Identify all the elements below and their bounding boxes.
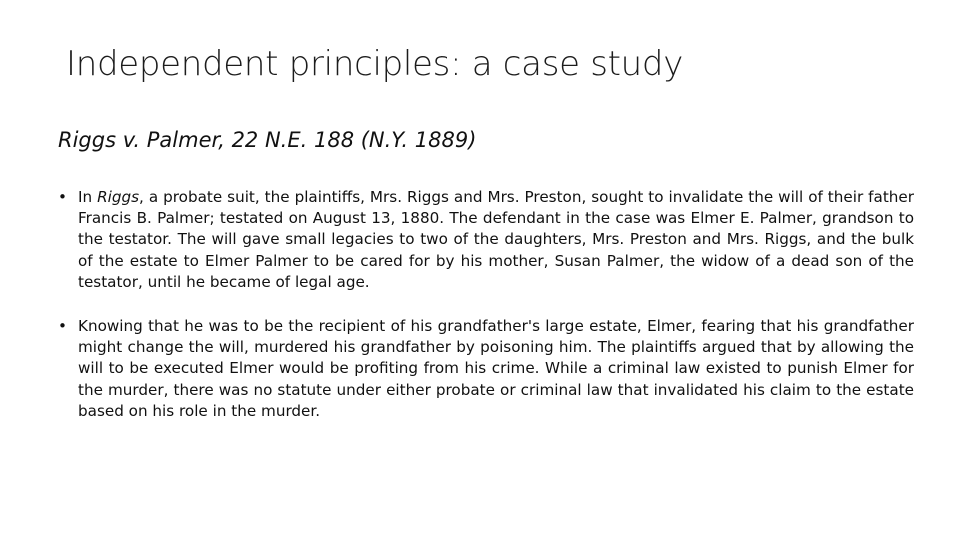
bullet-text bbox=[78, 317, 914, 420]
bullet-body: Knowing that he was to be the recipient of his grandfather's large estate, Elmer, fearing that his grandfather might change the will, murdered his grandfather by poisoning him. The plaintiffs argued that by allowing the will to be executed Elmer would be profiting from his crime. While a criminal law existed to punish Elmer for the murder, there was no statute under either probate or criminal law that invalidated his claim to the estate based on his role in the murder. bbox=[78, 317, 914, 420]
bullet-prefix: In bbox=[78, 188, 98, 206]
bullet-item-elmer bbox=[58, 316, 914, 422]
bullet-body: , a probate suit, the plaintiffs, Mrs. Riggs and Mrs. Preston, sought to invalidate the will of their father Francis B. Palmer; testated on August 13, 1880. The defendant in the case was Elmer E. Palmer, grandson to the testator. The will gave small legacies to two of the daughters, Mrs. Preston and Mrs. Riggs, and the bulk of the estate to Elmer Palmer to be cared for by his mother, Susan Palmer, the widow of a dead son of the testator, until he became of legal age. bbox=[78, 188, 914, 291]
slide-title: Independent principles: a case study bbox=[66, 44, 684, 84]
bullet-marker: • bbox=[58, 317, 67, 336]
bullet-item-riggs bbox=[58, 187, 914, 293]
case-citation: Riggs v. Palmer, 22 N.E. 188 (N.Y. 1889) bbox=[58, 128, 477, 152]
case-name-emphasis: Riggs bbox=[97, 188, 140, 206]
bullet-list bbox=[58, 187, 914, 422]
bullet-text bbox=[78, 188, 914, 291]
bullet-marker: • bbox=[58, 188, 67, 206]
